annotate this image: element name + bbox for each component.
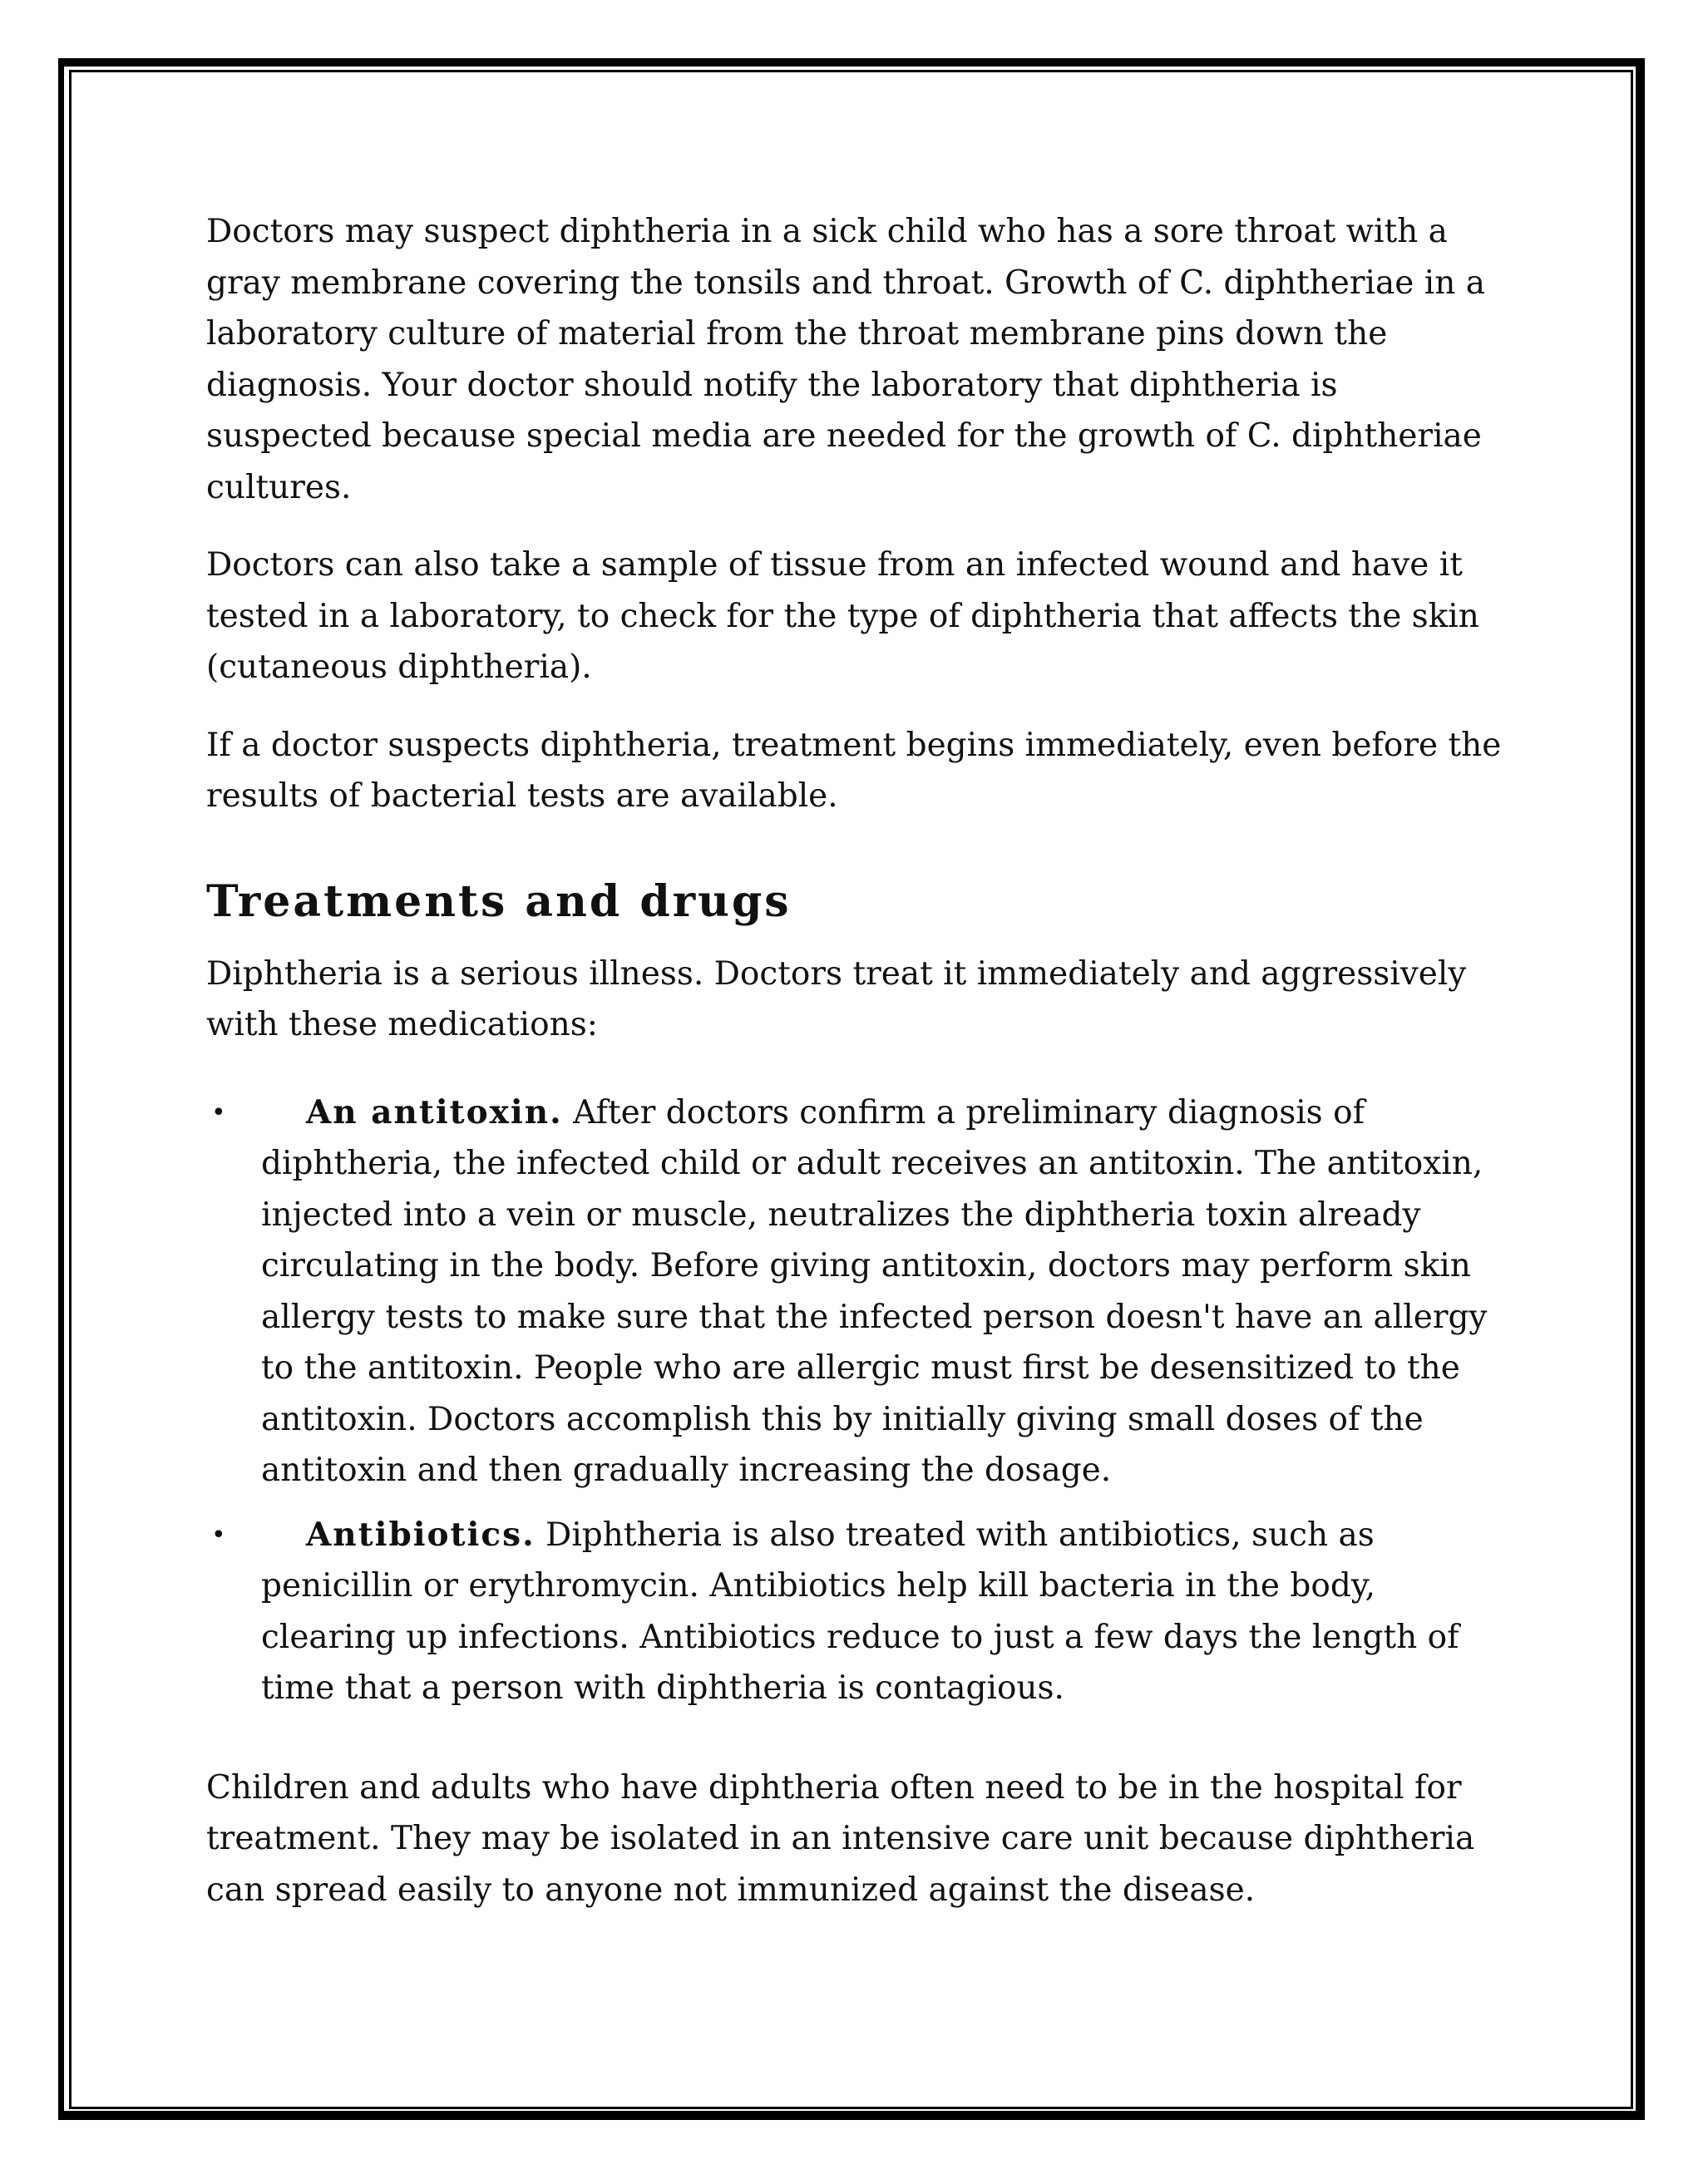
list-item bbox=[206, 1087, 1503, 1496]
list-item-term: Antibiotics. bbox=[306, 1515, 536, 1554]
paragraph-treatment-start: If a doctor suspects diphtheria, treatment begins immediately, even before the results of bacterial tests are available. bbox=[206, 726, 1502, 815]
section-heading: Treatments and drugs bbox=[206, 875, 792, 927]
list-item-text: Diphtheria is also treated with antibiotics, such as penicillin or erythromycin. Antibiotics help kill bacteria in the body, clearing up infections. Antibiotics reduce to just a few days the length of time that a person with diphtheria is contagious. bbox=[261, 1516, 1459, 1707]
bullet-marker: • bbox=[211, 1097, 226, 1127]
paragraph-tissue-sample: Doctors can also take a sample of tissue from an infected wound and have it tested in a laboratory, to check for the type of diphtheria that affects the skin (cutaneous diphtheria). bbox=[206, 546, 1479, 686]
list-item-term: An antitoxin. bbox=[306, 1092, 563, 1131]
medication-list bbox=[206, 1087, 1503, 1714]
list-item-text: After doctors confirm a preliminary diagnosis of diphtheria, the infected child or adult receives an antitoxin. The antitoxin, injected into a vein or muscle, neutralizes the diphtheria toxin already circulating in the body. Before giving antitoxin, doctors may perform skin allergy tests to make sure that the infected person doesn't have an allergy to the antitoxin. People who are allergic must first be desensitized to the antitoxin. Doctors accomplish this by initially giving small doses of the antitoxin and then gradually increasing the dosage. bbox=[261, 1093, 1488, 1489]
paragraph-hospital: Children and adults who have diphtheria often need to be in the hospital for treatment. They may be isolated in an intensive care unit because diphtheria can spread easily to anyone not immunized against the disease. bbox=[206, 1768, 1475, 1909]
list-item bbox=[206, 1510, 1503, 1714]
document-body bbox=[206, 206, 1503, 1915]
bullet-marker: • bbox=[211, 1520, 226, 1550]
paragraph-diagnosis: Doctors may suspect diphtheria in a sick child who has a sore throat with a gray membrane covering the tonsils and throat. Growth of C. diphtheriae in a laboratory culture of material from the throat membrane pins down the diagnosis. Your doctor should notify the laboratory that diphtheria is suspected because special media are needed for the growth of C. diphtheriae cultures. bbox=[206, 213, 1485, 506]
section-intro: Diphtheria is a serious illness. Doctors treat it immediately and aggressively with these medications: bbox=[206, 954, 1467, 1043]
